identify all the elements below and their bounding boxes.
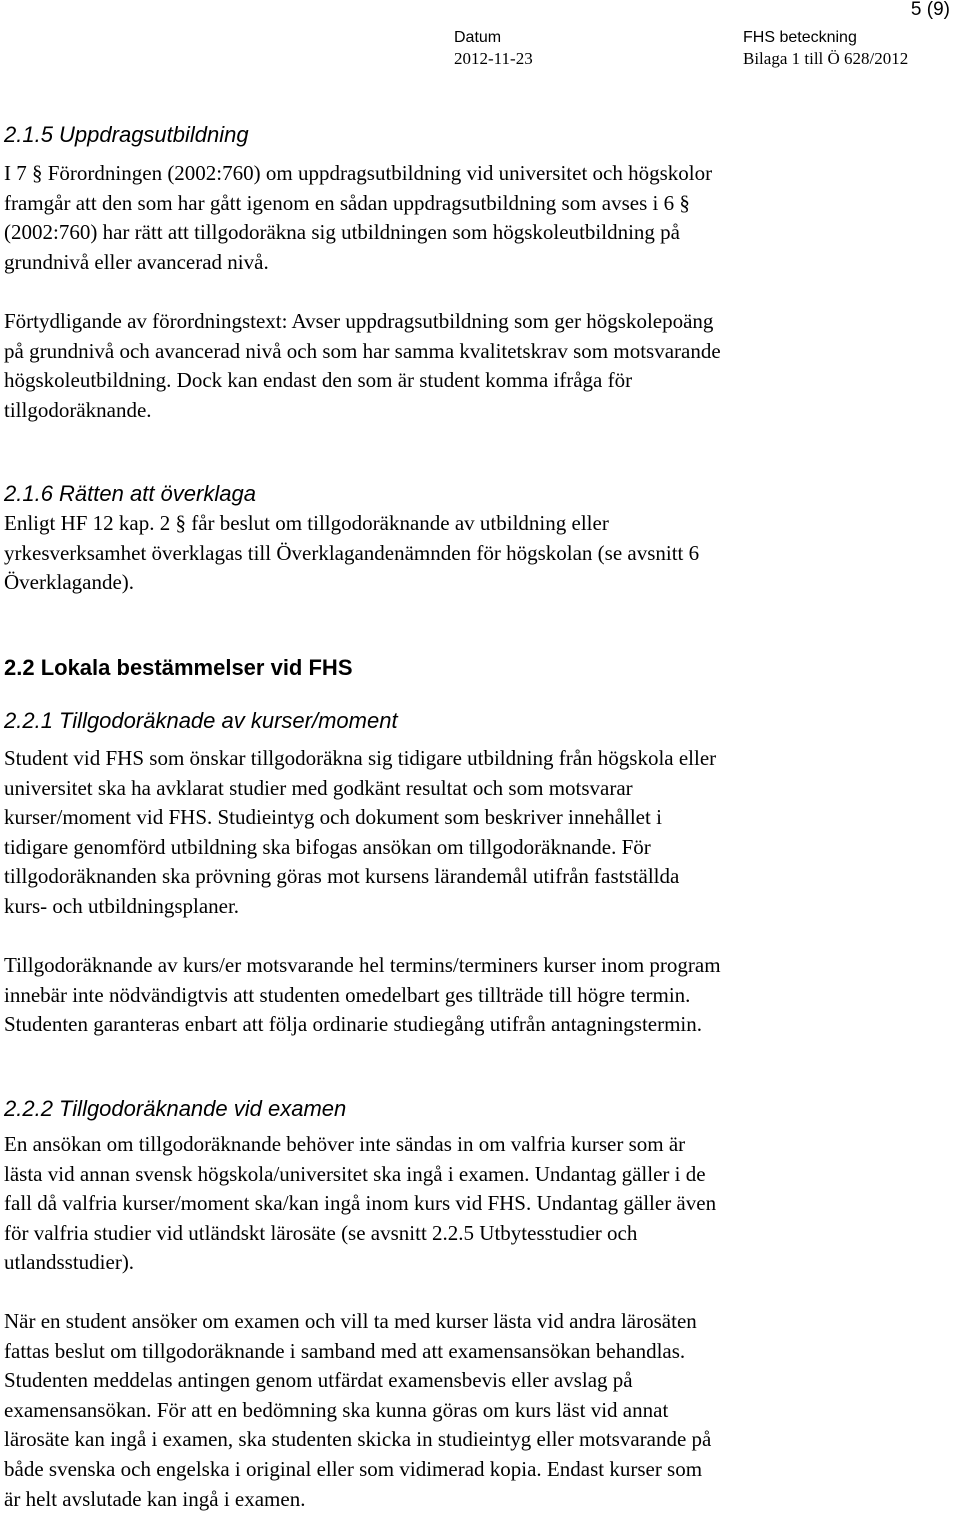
text-line: En ansökan om tillgodoräknande behöver inte sändas in om valfria kurser som är [4,1132,686,1156]
heading-2-2: 2.2 Lokala bestämmelser vid FHS [4,655,353,680]
paragraph [4,1307,711,1514]
page-number: 5 (9) [910,0,950,20]
text-line: tillgodoräknanden ska prövning göras mot kursens lärandemål utifrån fastställda [4,864,680,889]
paragraph [4,307,721,425]
text-line: Överklagande). [4,570,135,595]
text-line: högskoleutbildning. Dock kan endast den som är student komma ifråga för [4,368,633,393]
heading-2-2-2: 2.2.2 Tillgodoräknande vid examen [4,1096,347,1121]
text-line: på grundnivå och avancerad nivå och som har samma kvalitetskrav som motsvarande [4,338,721,363]
text-line: utlandsstudier). [4,1250,135,1275]
text-line: fattas beslut om tillgodoräknande i samband med att examensansökan behandlas. [4,1338,686,1363]
text-line: lärosäte kan ingå i examen, ska studenten skicka in studieintyg eller motsvarande på [4,1427,712,1452]
text-line: grundnivå eller avancerad nivå. [4,249,269,274]
text-line: fall då valfria kurser/moment ska/kan ingå inom kurs vid FHS. Undantag gäller även [4,1191,717,1216]
date-value: 2012-11-23 [454,49,533,68]
text-line: innebär inte nödvändigtvis att studenten omedelbart ges tillträde till högre termin. [4,982,691,1007]
reference-label: FHS beteckning [743,29,857,46]
text-line: för valfria studier vid utländskt lärosäte (se avsnitt 2.2.5 Utbytesstudier och [4,1220,638,1245]
text-line: examensansökan. För att en bedömning ska kunna göras om kurs läst vid annat [4,1397,669,1422]
text-line: både svenska och engelska i original eller som vidimerad kopia. Endast kurser som [4,1456,703,1481]
paragraph [4,1130,716,1278]
text-line: (2002:760) har rätt att tillgodoräkna sig utbildningen som högskoleutbildning på [4,220,680,245]
paragraph [4,744,716,922]
date-label: Datum [454,29,502,46]
text-line: lästa vid annan svensk högskola/universitet ska ingå i examen. Undantag gäller i de [4,1161,706,1186]
text-line: Tillgodoräknande av kurs/er motsvarande hel termins/terminers kurser inom program [4,953,721,977]
heading-2-2-1: 2.2.1 Tillgodoräknade av kurser/moment [4,708,398,733]
paragraph [4,509,699,598]
heading-2-1-6: 2.1.6 Rätten att överklaga [4,481,256,506]
paragraph [4,951,721,1040]
text-line: är helt avslutade kan ingå i examen. [4,1486,306,1511]
header-reference [743,27,908,69]
text-line: Enligt HF 12 kap. 2 § får beslut om tillgodoräknande av utbildning eller [4,511,609,535]
text-line: kurs- och utbildningsplaner. [4,893,240,918]
heading-2-1-5: 2.1.5 Uppdragsutbildning [4,122,249,147]
text-line: tillgodoräknande. [4,397,152,422]
text-line: Förtydligande av förordningstext: Avser uppdragsutbildning som ger högskolepoäng [4,309,714,333]
text-line: kurser/moment vid FHS. Studieintyg och dokument som beskriver innehållet i [4,805,662,830]
text-line: Student vid FHS som önskar tillgodoräkna sig tidigare utbildning från högskola eller [4,746,717,770]
text-line: tidigare genomförd utbildning ska bifogas ansökan om tillgodoräknande. För [4,834,651,859]
text-line: Studenten garanteras enbart att följa ordinarie studiegång utifrån antagningstermin. [4,1012,703,1037]
text-line: yrkesverksamhet överklagas till Överklagandenämnden för högskolan (se avsnitt 6 [4,540,700,565]
paragraph [4,159,712,277]
header-date [454,27,533,69]
text-line: Studenten meddelas antingen genom utfärdat examensbevis eller avslag på [4,1368,633,1393]
text-line: framgår att den som har gått igenom en sådan uppdragsutbildning som avses i 6 § [4,190,690,215]
reference-value: Bilaga 1 till Ö 628/2012 [743,49,909,68]
text-line: universitet ska ha avklarat studier med godkänt resultat och som motsvarar [4,775,633,800]
text-line: När en student ansöker om examen och vill ta med kurser lästa vid andra lärosäten [4,1309,697,1333]
text-line: I 7 § Förordningen (2002:760) om uppdragsutbildning vid universitet och högskolor [4,161,713,185]
